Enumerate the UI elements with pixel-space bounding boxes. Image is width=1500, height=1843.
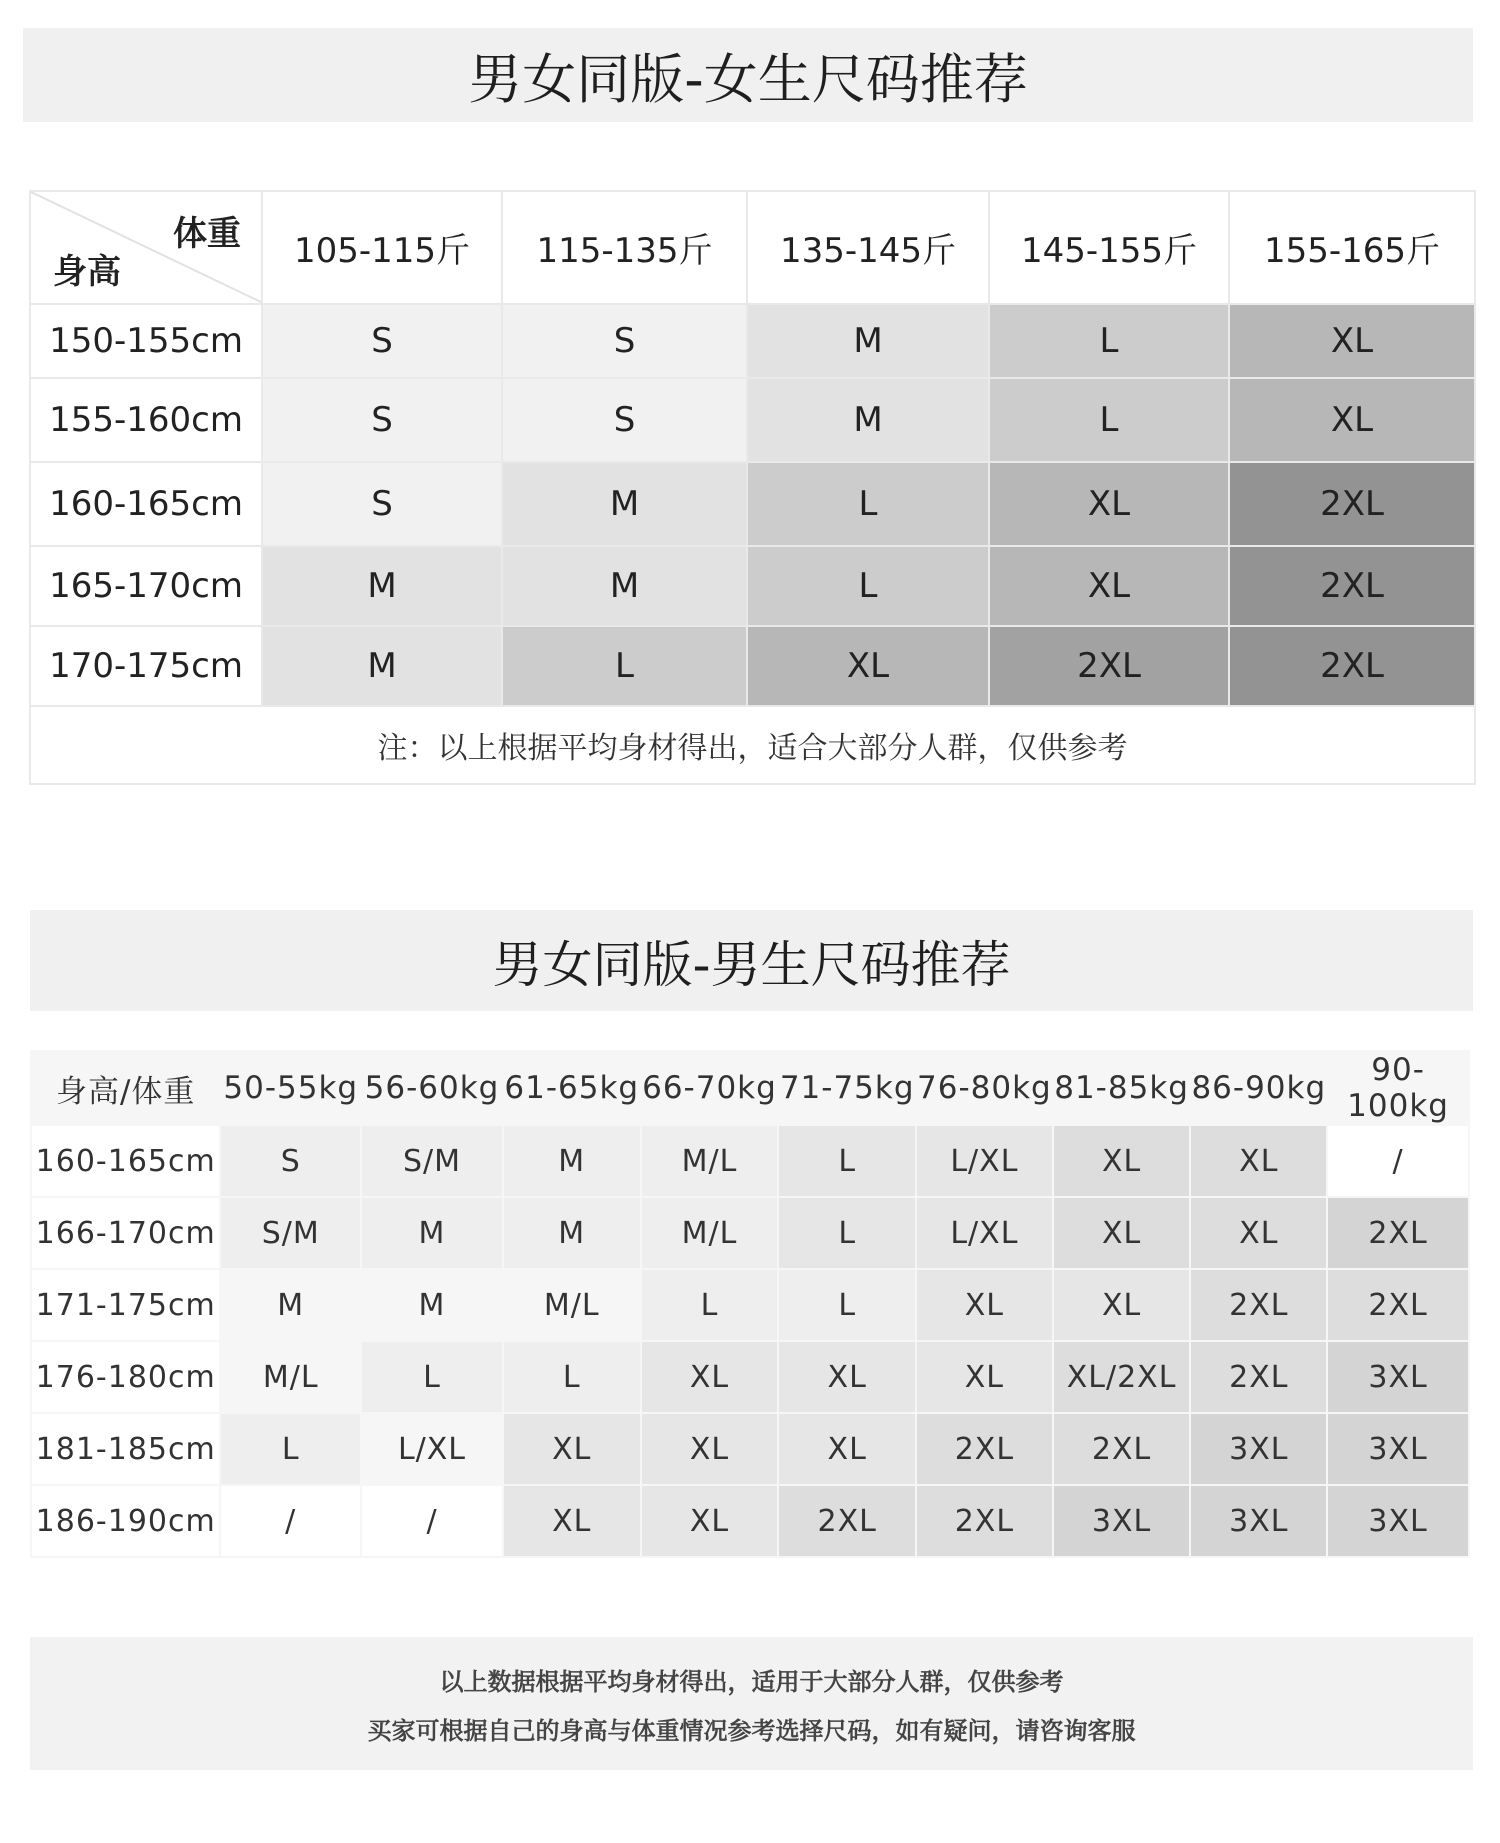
women-size-title: 男女同版-女生尺码推荐 xyxy=(23,28,1473,122)
size-cell: 3XL xyxy=(1327,1413,1469,1485)
size-cell: XL xyxy=(1053,1125,1191,1197)
size-cell: 2XL xyxy=(1229,626,1475,706)
height-row-label: 155-160cm xyxy=(30,378,262,462)
table-row xyxy=(30,462,1475,546)
size-cell: XL xyxy=(1229,304,1475,378)
size-cell: 2XL xyxy=(778,1485,916,1557)
size-cell: M xyxy=(503,1125,641,1197)
size-cell: XL xyxy=(916,1341,1053,1413)
size-cell: S xyxy=(502,304,747,378)
men-corner-cell: 身高/体重 xyxy=(31,1051,220,1125)
size-cell: XL xyxy=(989,546,1229,626)
size-cell: M xyxy=(747,378,989,462)
size-cell: XL xyxy=(747,626,989,706)
table-row xyxy=(31,1485,1469,1557)
size-cell: 2XL xyxy=(1229,462,1475,546)
size-cell: M xyxy=(220,1269,361,1341)
size-cell: / xyxy=(361,1485,503,1557)
footer-line: 买家可根据自己的身高与体重情况参考选择尺码，如有疑问，请咨询客服 xyxy=(367,1716,1136,1745)
weight-column-header: 105-115斤 xyxy=(262,191,502,304)
corner-height-label: 身高 xyxy=(53,252,121,292)
size-cell: XL xyxy=(503,1413,641,1485)
footer-note xyxy=(30,1637,1473,1770)
size-cell: S/M xyxy=(361,1125,503,1197)
size-cell: XL xyxy=(1190,1125,1327,1197)
size-cell: L xyxy=(220,1413,361,1485)
weight-column-header: 50-55kg xyxy=(220,1051,361,1125)
size-cell: 2XL xyxy=(1327,1269,1469,1341)
table-row xyxy=(31,1197,1469,1269)
size-cell: 2XL xyxy=(916,1485,1053,1557)
size-cell: S xyxy=(262,378,502,462)
table-row xyxy=(30,546,1475,626)
table-row xyxy=(30,626,1475,706)
size-cell: M xyxy=(747,304,989,378)
women-size-table xyxy=(29,190,1476,785)
weight-column-header: 66-70kg xyxy=(641,1051,779,1125)
corner-weight-label: 体重 xyxy=(173,214,241,254)
table-row xyxy=(31,1341,1469,1413)
size-cell: M xyxy=(361,1269,503,1341)
size-cell: 2XL xyxy=(1190,1269,1327,1341)
size-cell: 2XL xyxy=(989,626,1229,706)
size-cell: XL xyxy=(503,1485,641,1557)
size-cell: L xyxy=(747,462,989,546)
size-cell: / xyxy=(220,1485,361,1557)
size-cell: L xyxy=(778,1269,916,1341)
size-cell: L xyxy=(502,626,747,706)
size-cell: / xyxy=(1327,1125,1469,1197)
size-cell: 3XL xyxy=(1190,1413,1327,1485)
size-cell: 3XL xyxy=(1053,1485,1191,1557)
footer-line: 以上数据根据平均身材得出，适用于大部分人群，仅供参考 xyxy=(439,1667,1064,1696)
size-cell: L xyxy=(747,546,989,626)
size-cell: S xyxy=(262,304,502,378)
weight-column-header: 76-80kg xyxy=(916,1051,1053,1125)
size-cell: L xyxy=(503,1341,641,1413)
size-cell: S xyxy=(220,1125,361,1197)
table-row xyxy=(31,1413,1469,1485)
size-cell: XL xyxy=(1053,1269,1191,1341)
size-cell: 3XL xyxy=(1190,1485,1327,1557)
table-row xyxy=(30,378,1475,462)
size-cell: 2XL xyxy=(1053,1413,1191,1485)
height-row-label: 181-185cm xyxy=(31,1413,220,1485)
table-row xyxy=(31,1269,1469,1341)
size-cell: M xyxy=(502,546,747,626)
men-size-table xyxy=(30,1050,1470,1558)
table-row xyxy=(30,304,1475,378)
size-cell: XL xyxy=(641,1413,779,1485)
size-cell: S/M xyxy=(220,1197,361,1269)
size-cell: L/XL xyxy=(916,1197,1053,1269)
size-cell: L xyxy=(778,1125,916,1197)
size-cell: XL xyxy=(778,1413,916,1485)
size-cell: XL xyxy=(989,462,1229,546)
weight-column-header: 81-85kg xyxy=(1053,1051,1191,1125)
height-row-label: 160-165cm xyxy=(30,462,262,546)
height-row-label: 170-175cm xyxy=(30,626,262,706)
women-note: 注：以上根据平均身材得出，适合大部分人群，仅供参考 xyxy=(30,706,1475,784)
size-cell: L xyxy=(989,378,1229,462)
size-cell: XL xyxy=(1053,1197,1191,1269)
size-cell: XL xyxy=(641,1341,779,1413)
weight-column-header: 90-100kg xyxy=(1327,1051,1469,1125)
size-cell: M/L xyxy=(220,1341,361,1413)
height-row-label: 186-190cm xyxy=(31,1485,220,1557)
size-cell: 2XL xyxy=(1229,546,1475,626)
size-cell: XL/2XL xyxy=(1053,1341,1191,1413)
height-row-label: 150-155cm xyxy=(30,304,262,378)
size-cell: L xyxy=(361,1341,503,1413)
size-cell: L xyxy=(989,304,1229,378)
height-row-label: 171-175cm xyxy=(31,1269,220,1341)
size-cell: L xyxy=(778,1197,916,1269)
size-cell: L/XL xyxy=(916,1125,1053,1197)
size-cell: 2XL xyxy=(1327,1197,1469,1269)
women-corner-cell xyxy=(30,191,262,304)
women-note-row xyxy=(30,706,1475,784)
size-cell: M xyxy=(262,626,502,706)
size-cell: S xyxy=(262,462,502,546)
size-cell: 3XL xyxy=(1327,1485,1469,1557)
size-cell: M xyxy=(503,1197,641,1269)
size-cell: XL xyxy=(1190,1197,1327,1269)
size-cell: M/L xyxy=(503,1269,641,1341)
size-cell: XL xyxy=(641,1485,779,1557)
size-cell: XL xyxy=(778,1341,916,1413)
height-row-label: 166-170cm xyxy=(31,1197,220,1269)
size-cell: 2XL xyxy=(916,1413,1053,1485)
size-cell: 3XL xyxy=(1327,1341,1469,1413)
size-cell: L xyxy=(641,1269,779,1341)
weight-column-header: 56-60kg xyxy=(361,1051,503,1125)
weight-column-header: 61-65kg xyxy=(503,1051,641,1125)
size-cell: L/XL xyxy=(361,1413,503,1485)
size-cell: M xyxy=(262,546,502,626)
women-header-row xyxy=(30,191,1475,304)
men-header-row xyxy=(31,1051,1469,1125)
weight-column-header: 86-90kg xyxy=(1190,1051,1327,1125)
weight-column-header: 145-155斤 xyxy=(989,191,1229,304)
size-cell: M xyxy=(502,462,747,546)
weight-column-header: 115-135斤 xyxy=(502,191,747,304)
men-size-title: 男女同版-男生尺码推荐 xyxy=(30,910,1473,1011)
height-row-label: 165-170cm xyxy=(30,546,262,626)
size-cell: M/L xyxy=(641,1125,779,1197)
size-cell: S xyxy=(502,378,747,462)
size-cell: M xyxy=(361,1197,503,1269)
height-row-label: 160-165cm xyxy=(31,1125,220,1197)
height-row-label: 176-180cm xyxy=(31,1341,220,1413)
weight-column-header: 155-165斤 xyxy=(1229,191,1475,304)
size-cell: 2XL xyxy=(1190,1341,1327,1413)
table-row xyxy=(31,1125,1469,1197)
size-cell: XL xyxy=(916,1269,1053,1341)
weight-column-header: 135-145斤 xyxy=(747,191,989,304)
size-cell: M/L xyxy=(641,1197,779,1269)
weight-column-header: 71-75kg xyxy=(778,1051,916,1125)
size-cell: XL xyxy=(1229,378,1475,462)
